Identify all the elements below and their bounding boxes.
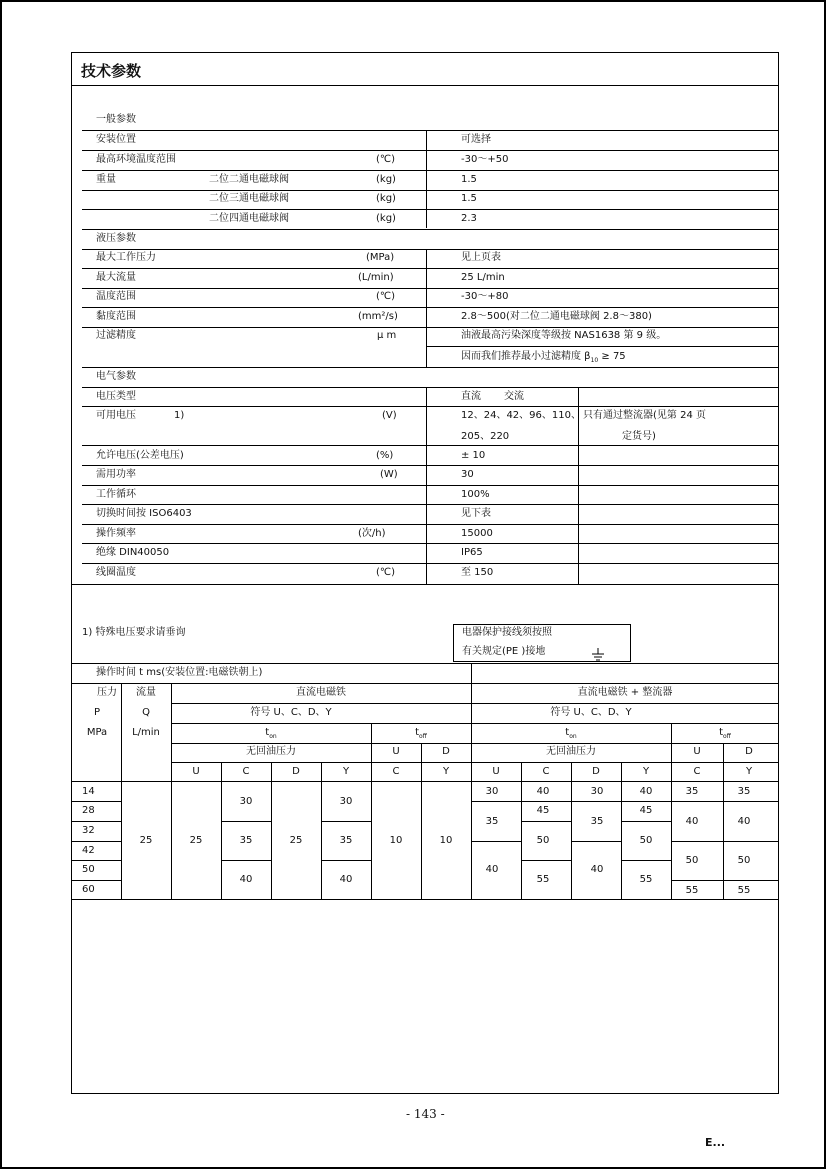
rect-off-u-cell: 50 <box>685 855 699 866</box>
switch-time-value: 见下表 <box>461 508 491 519</box>
available-voltage-ac-line1: 只有通过整流器(见第 24 页 <box>583 410 706 421</box>
rect-off-letter-d: D <box>745 746 753 757</box>
ambient-unit: (℃) <box>376 154 396 165</box>
protection-line2: 有关规定(PE )接地 <box>462 646 546 657</box>
title-divider <box>71 85 779 86</box>
col-letter: U <box>492 766 500 777</box>
dc-u-cell: 25 <box>189 835 203 846</box>
rect-off-d-cell: 40 <box>737 816 751 827</box>
dc-y-cell: 35 <box>339 835 353 846</box>
ground-icon <box>591 647 605 661</box>
viscosity-unit: (mm²/s) <box>358 311 398 322</box>
flow-value: 25 L/min <box>461 272 505 283</box>
rect-off-d-cell: 50 <box>737 855 751 866</box>
rect-off-letter-u: U <box>693 746 701 757</box>
rect-y-cell: 45 <box>639 805 653 816</box>
available-voltage-unit: (V) <box>382 410 397 421</box>
col-letter: C <box>693 766 701 777</box>
pressure-col-unit: MPa <box>86 727 108 738</box>
dc-d-cell: 25 <box>289 835 303 846</box>
available-voltage-line1: 12、24、42、96、110、 <box>461 410 581 421</box>
rect-off-d-cell: 55 <box>737 885 751 896</box>
available-voltage-ac-line2: 定货号) <box>622 431 656 442</box>
col-letter: Y <box>745 766 753 777</box>
dc-off-letter-u: U <box>392 746 400 757</box>
weight-4way-unit: (kg) <box>376 213 396 224</box>
dc-c-cell: 30 <box>239 796 253 807</box>
corner-mark: E... <box>705 1136 726 1149</box>
col-letter: Y <box>442 766 450 777</box>
dc-y-cell: 30 <box>339 796 353 807</box>
rect-d-cell: 40 <box>590 864 604 875</box>
weight-4way-label: 二位四通电磁球阀 <box>209 213 289 224</box>
power-value: 30 <box>461 469 474 480</box>
install-value: 可选择 <box>461 134 491 145</box>
pressure-row: 32 <box>82 825 95 836</box>
rect-d-cell: 30 <box>590 786 604 797</box>
available-voltage-label: 可用电压 <box>96 410 136 421</box>
weight-2way-unit: (kg) <box>376 174 396 185</box>
flow-value-cell: 25 <box>139 835 153 846</box>
general-heading: 一般参数 <box>96 114 136 125</box>
weight-4way-value: 2.3 <box>461 213 477 224</box>
voltage-type-ac: 交流 <box>504 391 524 402</box>
filter-label: 过滤精度 <box>96 330 136 341</box>
rectifier-heading: 直流电磁铁 + 整流器 <box>577 687 673 698</box>
col-letter: C <box>542 766 550 777</box>
rect-u-cell: 30 <box>485 786 499 797</box>
rect-y-cell: 55 <box>639 874 653 885</box>
rect-u-cell: 40 <box>485 864 499 875</box>
operation-table-caption: 操作时间 t ms(安装位置:电磁铁朝上) <box>96 667 263 678</box>
duty-label: 工作循环 <box>96 489 136 500</box>
rect-c-cell: 55 <box>536 874 550 885</box>
rect-toff-header: $t_{off}$ <box>719 727 731 740</box>
allowed-voltage-value: ± 10 <box>461 450 486 461</box>
flow-col-symbol: Q <box>142 707 150 718</box>
install-label: 安装位置 <box>96 134 136 145</box>
switch-time-label: 切换时间按 ISO6403 <box>96 508 192 519</box>
rectifier-symbol-row: 符号 U、C、D、Y <box>550 707 632 718</box>
footnote: 1) 特殊电压要求请垂询 <box>82 627 186 638</box>
col-letter: Y <box>642 766 650 777</box>
protection-line1: 电器保护接线须按照 <box>462 627 552 638</box>
rect-no-back-pressure: 无回油压力 <box>546 746 596 757</box>
weight-2way-label: 二位二通电磁球阀 <box>209 174 289 185</box>
pressure-unit: (MPa) <box>366 252 395 263</box>
coil-temp-label: 线圈温度 <box>96 567 136 578</box>
dc-toff-header: $t_{off}$ <box>415 727 427 740</box>
weight-label: 重量 <box>96 174 116 185</box>
filter-unit: μ m <box>377 330 397 341</box>
coil-temp-value: 至 150 <box>461 567 494 578</box>
col-letter: D <box>292 766 300 777</box>
page-title: 技术参数 <box>81 62 142 80</box>
voltage-type-label: 电压类型 <box>96 391 136 402</box>
available-voltage-note: 1) <box>174 410 185 421</box>
voltage-type-dc: 直流 <box>461 391 481 402</box>
rect-c-cell: 50 <box>536 835 550 846</box>
dc-magnet-heading: 直流电磁铁 <box>296 687 346 698</box>
rect-u-cell: 35 <box>485 816 499 827</box>
insulation-value: IP65 <box>461 547 483 558</box>
duty-value: 100% <box>461 489 490 500</box>
dc-symbol-row: 符号 U、C、D、Y <box>250 707 332 718</box>
rect-c-cell: 40 <box>536 786 550 797</box>
dc-c-cell: 35 <box>239 835 253 846</box>
rect-ton-header: $t_{on}$ <box>565 727 577 740</box>
col-letter: D <box>592 766 600 777</box>
pressure-label: 最大工作压力 <box>96 252 156 263</box>
available-voltage-line2: 205、220 <box>461 431 510 442</box>
pressure-row: 28 <box>82 805 95 816</box>
rect-off-d-cell: 35 <box>737 786 751 797</box>
coil-temp-unit: (℃) <box>376 567 396 578</box>
col-letter: U <box>192 766 200 777</box>
col-letter: C <box>242 766 250 777</box>
pressure-value: 见上页表 <box>461 252 501 263</box>
flow-label: 最大流量 <box>96 272 136 283</box>
rect-off-u-cell: 40 <box>685 816 699 827</box>
power-unit: (W) <box>380 469 398 480</box>
allowed-voltage-unit: (%) <box>376 450 394 461</box>
pressure-col-header: 压力 <box>97 687 117 698</box>
weight-3way-value: 1.5 <box>461 193 477 204</box>
beta-subscript: 10 <box>590 357 599 364</box>
dc-c-cell: 40 <box>239 874 253 885</box>
rect-c-cell: 45 <box>536 805 550 816</box>
rect-y-cell: 40 <box>639 786 653 797</box>
flow-col-unit: L/min <box>132 727 160 738</box>
weight-3way-label: 二位三通电磁球阀 <box>209 193 289 204</box>
allowed-voltage-label: 允许电压(公差电压) <box>96 450 184 461</box>
dc-ton-header: $t_{on}$ <box>265 727 277 740</box>
frequency-unit: (次/h) <box>358 528 386 539</box>
pressure-row: 60 <box>82 884 95 895</box>
dc-off-letter-d: D <box>442 746 450 757</box>
pressure-row: 50 <box>82 864 95 875</box>
hydraulic-heading: 液压参数 <box>96 233 136 244</box>
pressure-row: 14 <box>82 786 95 797</box>
rect-y-cell: 50 <box>639 835 653 846</box>
filter-value-line2: 因而我们推荐最小过滤精度 $\beta_{10} \ge 75$ <box>461 351 626 364</box>
dc-off-c-cell: 10 <box>389 835 403 846</box>
col-letter: C <box>392 766 400 777</box>
flow-unit: (L/min) <box>358 272 394 283</box>
rect-off-u-cell: 55 <box>685 885 699 896</box>
viscosity-label: 黏度范围 <box>96 311 136 322</box>
dc-y-cell: 40 <box>339 874 353 885</box>
ambient-value: -30～+50 <box>461 154 509 165</box>
col-letter: Y <box>342 766 350 777</box>
flow-col-header: 流量 <box>136 687 156 698</box>
electrical-heading: 电气参数 <box>96 371 136 382</box>
frequency-label: 操作频率 <box>96 528 136 539</box>
insulation-label: 绝缘 DIN40050 <box>96 547 170 558</box>
power-label: 需用功率 <box>96 469 136 480</box>
weight-2way-value: 1.5 <box>461 174 477 185</box>
pressure-row: 42 <box>82 845 95 856</box>
weight-3way-unit: (kg) <box>376 193 396 204</box>
rect-d-cell: 35 <box>590 816 604 827</box>
dc-off-y-cell: 10 <box>439 835 453 846</box>
pressure-col-symbol: P <box>93 707 101 718</box>
filter-value-line1: 油液最高污染深度等级按 NAS1638 第 9 级。 <box>461 330 667 341</box>
viscosity-value: 2.8～500(对二位二通电磁球阀 2.8～380) <box>461 311 652 322</box>
frequency-value: 15000 <box>461 528 493 539</box>
rect-off-u-cell: 35 <box>685 786 699 797</box>
temp-label: 温度范围 <box>96 291 136 302</box>
temp-unit: (℃) <box>376 291 396 302</box>
page-number: - 143 - <box>406 1107 445 1121</box>
dc-no-back-pressure: 无回油压力 <box>246 746 296 757</box>
ambient-label: 最高环境温度范围 <box>96 154 176 165</box>
temp-value: -30～+80 <box>461 291 509 302</box>
